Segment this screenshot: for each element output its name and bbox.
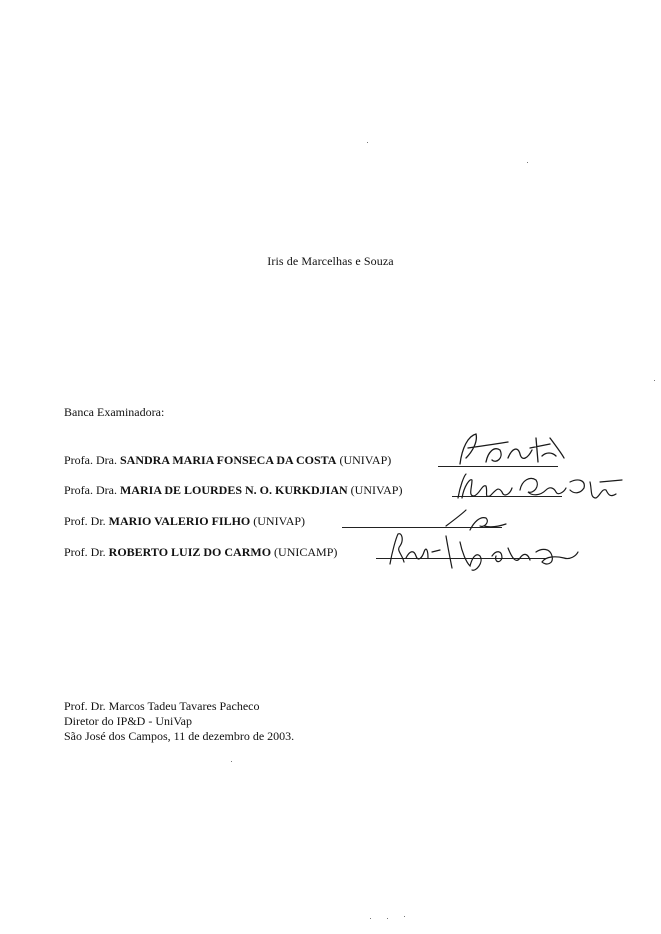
place-date: São José dos Campos, 11 de dezembro de 2003. [64,729,295,743]
signature-roberto [380,528,590,578]
member-name: ROBERTO LUIZ DO CARMO [108,545,272,559]
member-name: MARIA DE LOURDES N. O. KURKDJIAN [119,483,348,497]
member-institution: (UNICAMP) [274,545,338,559]
scan-speck [367,142,368,143]
footer-block [64,699,294,744]
author-name: Iris de Marcelhas e Souza [267,254,394,268]
member-institution: (UNIVAP) [253,514,306,528]
scan-speck [654,380,655,381]
director-name: Prof. Dr. Marcos Tadeu Tavares Pacheco [64,699,260,713]
scan-speck [370,918,371,919]
member-maria [64,483,402,498]
member-mario [64,514,305,529]
banca-label: Banca Examinadora: [64,405,165,419]
member-institution: (UNIVAP) [350,483,403,497]
member-title: Prof. Dr. [64,545,106,559]
director-title: Diretor do IP&D - UniVap [64,714,192,728]
scan-speck [404,916,405,917]
signature-sandra [438,428,578,472]
member-roberto [64,545,337,560]
member-institution: (UNIVAP) [339,453,392,467]
member-title: Profa. Dra. [64,453,117,467]
signature-maria [450,468,630,508]
member-name: SANDRA MARIA FONSECA DA COSTA [119,453,337,467]
member-title: Profa. Dra. [64,483,117,497]
member-title: Prof. Dr. [64,514,106,528]
member-name: MARIO VALERIO FILHO [108,514,251,528]
scan-speck [527,162,528,163]
member-sandra [64,453,391,468]
scan-speck [231,761,232,762]
scan-speck [387,918,388,919]
